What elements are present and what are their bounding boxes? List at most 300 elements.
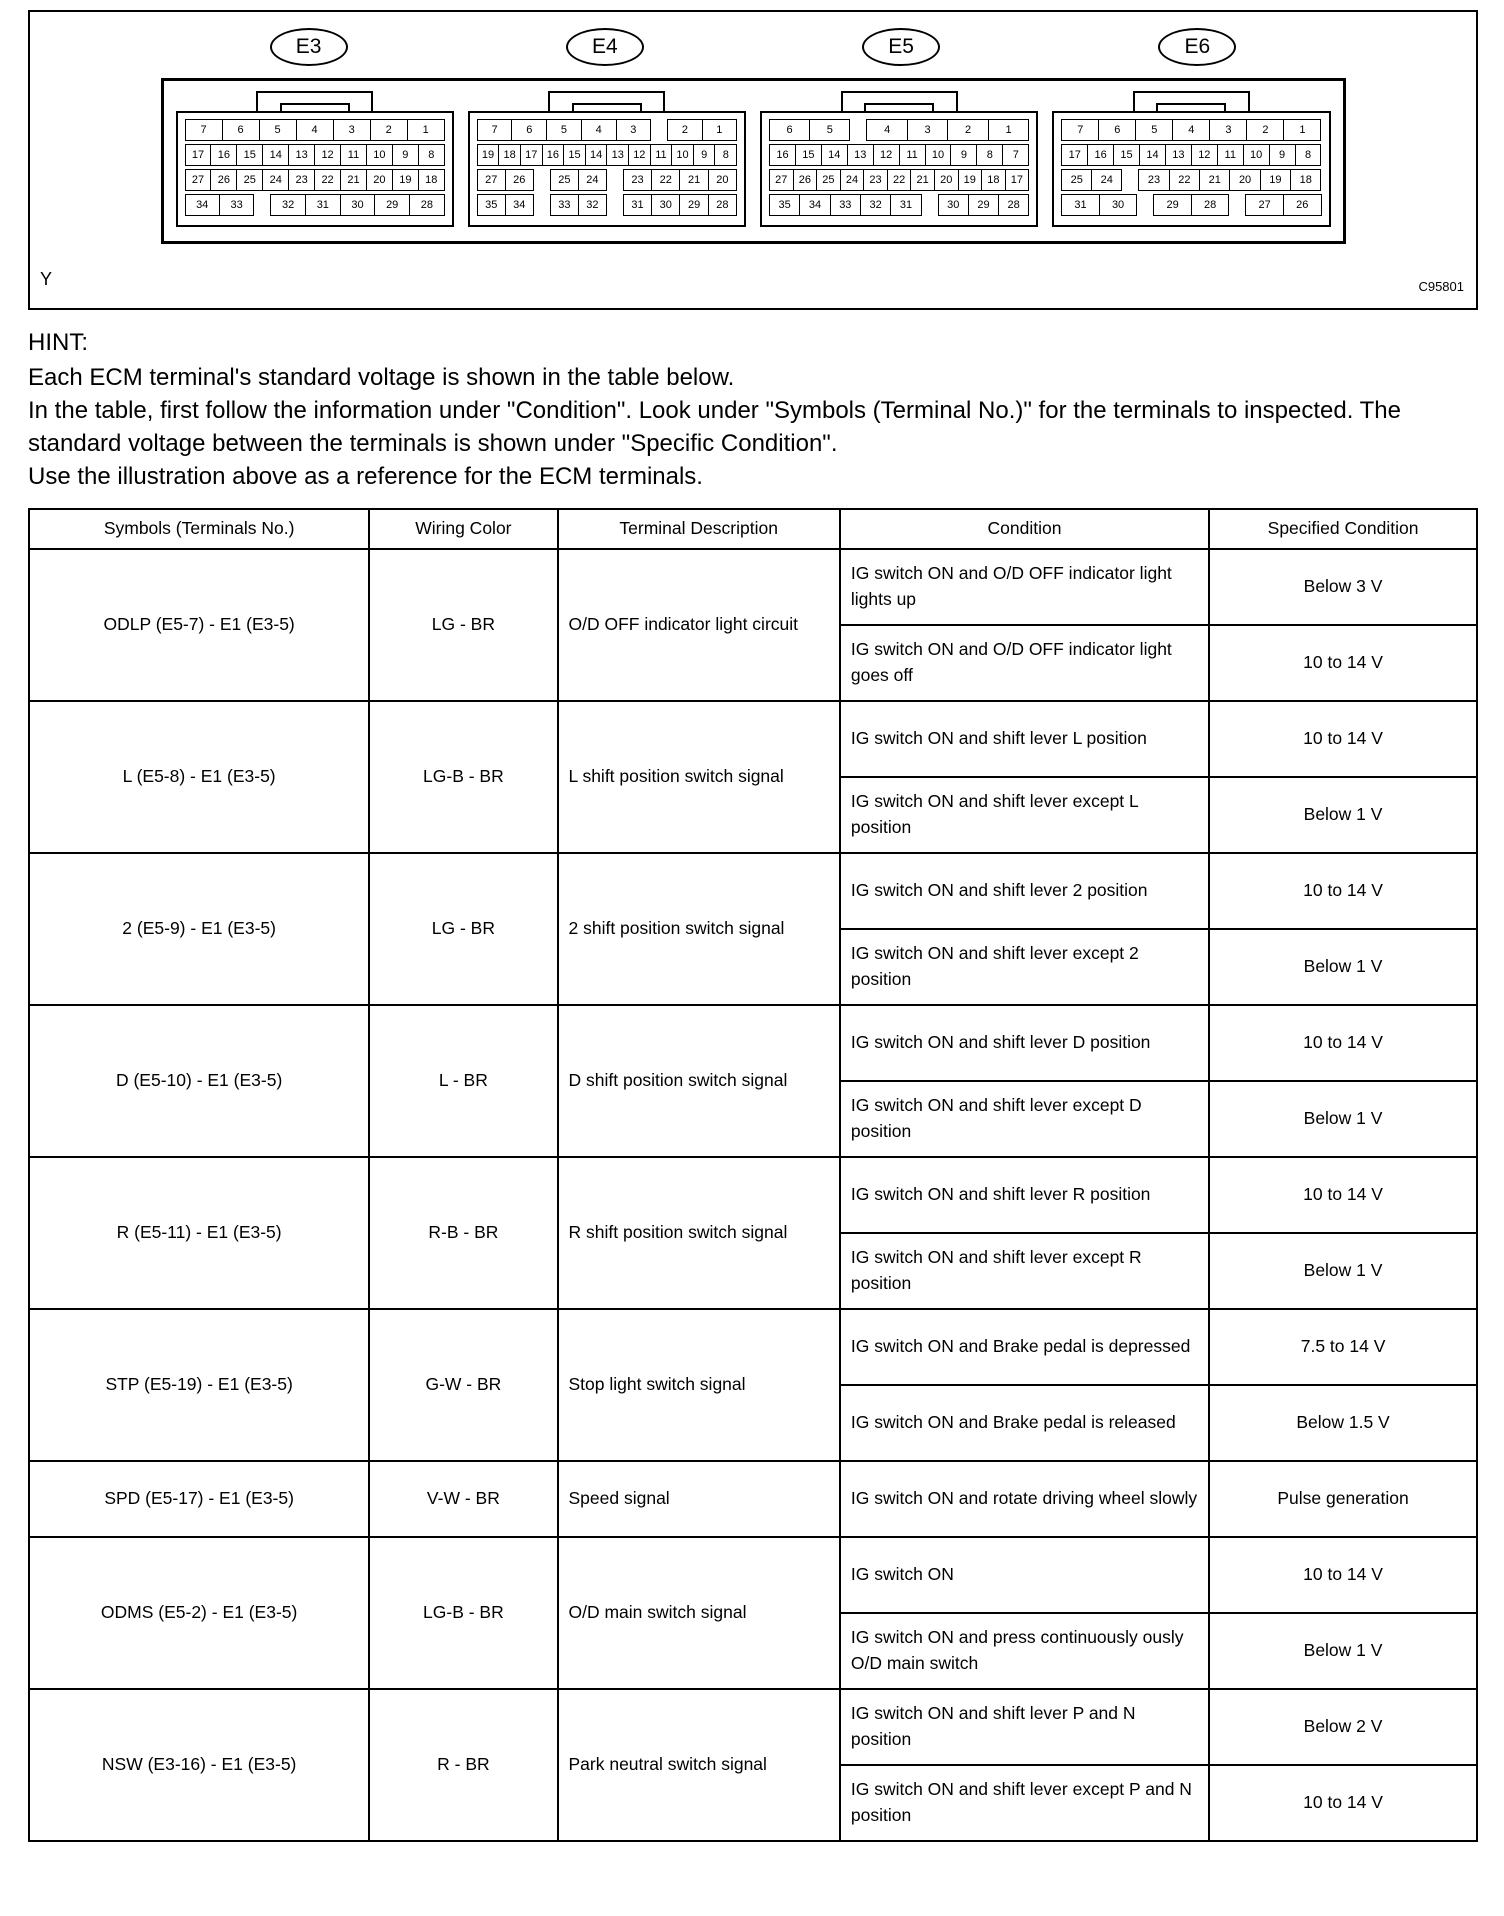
cell-specified-condition: Below 1 V <box>1209 929 1477 1005</box>
pin-cell: 18 <box>418 169 445 191</box>
pin-group <box>866 119 1029 141</box>
cell-condition: IG switch ON and shift lever except 2 position <box>840 929 1209 1005</box>
cell-condition: IG switch ON and O/D OFF indicator light goes off <box>840 625 1209 701</box>
cell-terminal-description: L shift position switch signal <box>558 701 840 853</box>
hint-title: HINT: <box>28 329 88 356</box>
pin-cell: 7 <box>477 119 513 141</box>
cell-condition: IG switch ON <box>840 1537 1209 1613</box>
cell-terminal-description: 2 shift position switch signal <box>558 853 840 1005</box>
pin-cell: 11 <box>1217 144 1244 166</box>
pin-cell: 33 <box>830 194 861 216</box>
cell-terminal-description: Speed signal <box>558 1461 840 1537</box>
cell-specified-condition: Below 1 V <box>1209 1233 1477 1309</box>
cell-terminal-description: Stop light switch signal <box>558 1309 840 1461</box>
pin-gap <box>1137 194 1153 216</box>
pin-cell: 32 <box>578 194 607 216</box>
pin-cell: 3 <box>1209 119 1247 141</box>
pin-cell: 15 <box>563 144 586 166</box>
pin-cell: 24 <box>262 169 289 191</box>
connector-top-tab <box>256 91 373 111</box>
pin-cell: 26 <box>210 169 237 191</box>
cell-wiring-color: L - BR <box>369 1005 557 1157</box>
pin-cell: 31 <box>623 194 652 216</box>
pin-cell: 31 <box>305 194 341 216</box>
cell-wiring-color: G-W - BR <box>369 1309 557 1461</box>
pin-gap <box>850 119 866 141</box>
connector-top-tab <box>841 91 958 111</box>
figure-code: C95801 <box>1418 279 1464 294</box>
pin-group <box>1138 169 1321 191</box>
pin-group <box>623 169 737 191</box>
cell-condition: IG switch ON and Brake pedal is depressed <box>840 1309 1209 1385</box>
pin-cell: 27 <box>769 169 794 191</box>
pin-cell: 11 <box>650 144 673 166</box>
pin-cell: 33 <box>550 194 579 216</box>
cell-specified-condition: 10 to 14 V <box>1209 853 1477 929</box>
pin-group <box>938 194 1030 216</box>
hint-line-2: In the table, first follow the information under "Condition". Look under "Symbols (Terminal No.)" for the terminals to inspected. The standard voltage between the terminals is shown under "Specific Condition". <box>28 397 1401 458</box>
cell-specified-condition: 10 to 14 V <box>1209 1005 1477 1081</box>
cell-condition: IG switch ON and O/D OFF indicator light lights up <box>840 549 1209 625</box>
cell-wiring-color: R - BR <box>369 1689 557 1841</box>
col-header-specified-condition: Specified Condition <box>1209 509 1477 549</box>
pin-row <box>1061 194 1321 216</box>
pin-cell: 16 <box>542 144 565 166</box>
cell-wiring-color: LG - BR <box>369 853 557 1005</box>
cell-condition: IG switch ON and shift lever P and N position <box>840 1689 1209 1765</box>
pin-cell: 11 <box>340 144 367 166</box>
pin-cell: 2 <box>370 119 408 141</box>
cell-condition: IG switch ON and shift lever except P and N position <box>840 1765 1209 1841</box>
connector-label-e3: E3 <box>270 28 348 66</box>
pin-cell: 2 <box>1246 119 1284 141</box>
pin-cell: 1 <box>988 119 1029 141</box>
cell-symbol: 2 (E5-9) - E1 (E3-5) <box>29 853 369 1005</box>
cell-symbol: STP (E5-19) - E1 (E3-5) <box>29 1309 369 1461</box>
pin-gap <box>922 194 938 216</box>
pin-cell: 16 <box>1087 144 1114 166</box>
pin-cell: 4 <box>581 119 617 141</box>
pin-cell: 23 <box>288 169 315 191</box>
cell-wiring-color: LG-B - BR <box>369 701 557 853</box>
pin-group <box>1153 194 1229 216</box>
pin-cell: 8 <box>418 144 445 166</box>
cell-specified-condition: Below 1.5 V <box>1209 1385 1477 1461</box>
pin-cell: 2 <box>947 119 988 141</box>
pin-cell: 27 <box>477 169 506 191</box>
pin-group <box>1245 194 1321 216</box>
pin-cell: 18 <box>498 144 521 166</box>
connector-label-e4: E4 <box>566 28 644 66</box>
col-header-condition: Condition <box>840 509 1209 549</box>
cell-condition: IG switch ON and press continuously ously O/D main switch <box>840 1613 1209 1689</box>
pin-cell: 34 <box>799 194 830 216</box>
pin-cell: 10 <box>925 144 952 166</box>
pin-cell: 22 <box>887 169 912 191</box>
pin-cell: 20 <box>934 169 959 191</box>
pin-cell: 5 <box>1135 119 1173 141</box>
pin-cell: 27 <box>185 169 212 191</box>
pin-group <box>477 144 737 166</box>
cell-condition: IG switch ON and shift lever except L position <box>840 777 1209 853</box>
pin-cell: 21 <box>910 169 935 191</box>
pin-group <box>623 194 737 216</box>
pin-row <box>477 194 737 216</box>
pin-cell: 32 <box>270 194 306 216</box>
pin-group <box>185 169 445 191</box>
pin-group <box>769 144 1029 166</box>
pin-cell: 9 <box>1269 144 1296 166</box>
cell-terminal-description: O/D OFF indicator light circuit <box>558 549 840 701</box>
cell-symbol: NSW (E3-16) - E1 (E3-5) <box>29 1689 369 1841</box>
pin-cell: 5 <box>809 119 850 141</box>
cell-wiring-color: R-B - BR <box>369 1157 557 1309</box>
pin-cell: 10 <box>1243 144 1270 166</box>
pin-cell: 27 <box>1245 194 1284 216</box>
pin-cell: 14 <box>585 144 608 166</box>
pin-cell: 20 <box>366 169 393 191</box>
pin-gap <box>1229 194 1245 216</box>
pin-cell: 29 <box>968 194 999 216</box>
table-row <box>29 1309 1477 1385</box>
cell-condition: IG switch ON and shift lever except D position <box>840 1081 1209 1157</box>
pin-gap <box>534 169 550 191</box>
pin-cell: 30 <box>1099 194 1138 216</box>
pin-cell: 34 <box>505 194 534 216</box>
cell-specified-condition: 10 to 14 V <box>1209 1765 1477 1841</box>
cell-terminal-description: Park neutral switch signal <box>558 1689 840 1841</box>
table-row <box>29 549 1477 625</box>
connector-label-col <box>1049 28 1345 66</box>
pin-group <box>185 144 445 166</box>
pin-cell: 15 <box>236 144 263 166</box>
pin-row <box>769 194 1029 216</box>
cell-symbol: D (E5-10) - E1 (E3-5) <box>29 1005 369 1157</box>
pin-cell: 23 <box>1138 169 1169 191</box>
pin-cell: 9 <box>950 144 977 166</box>
cell-wiring-color: V-W - BR <box>369 1461 557 1537</box>
hint-line-3: Use the illustration above as a reference for the ECM terminals. <box>28 463 703 491</box>
pin-cell: 14 <box>262 144 289 166</box>
pin-gap <box>254 194 270 216</box>
connector-top-tab <box>1133 91 1250 111</box>
pin-cell: 33 <box>219 194 254 216</box>
pin-row <box>1061 169 1321 191</box>
pin-cell: 30 <box>938 194 969 216</box>
pin-cell: 18 <box>1290 169 1321 191</box>
pin-cell: 23 <box>863 169 888 191</box>
pin-cell: 10 <box>671 144 694 166</box>
cell-symbol: R (E5-11) - E1 (E3-5) <box>29 1157 369 1309</box>
pin-cell: 5 <box>259 119 297 141</box>
pin-group <box>185 194 255 216</box>
connector-pin-grid <box>760 111 1038 227</box>
pin-cell: 9 <box>392 144 419 166</box>
pin-group <box>1061 194 1137 216</box>
pin-cell: 4 <box>866 119 907 141</box>
pin-cell: 22 <box>314 169 341 191</box>
cell-condition: IG switch ON and rotate driving wheel slowly <box>840 1461 1209 1537</box>
connector-label-e6: E6 <box>1158 28 1236 66</box>
pin-cell: 25 <box>550 169 579 191</box>
connector-top-tab-inner <box>1156 103 1226 111</box>
hint-line-1: Each ECM terminal's standard voltage is shown in the table below. <box>28 364 735 392</box>
pin-gap <box>607 169 623 191</box>
pin-cell: 26 <box>793 169 818 191</box>
pin-cell: 16 <box>210 144 237 166</box>
pin-cell: 26 <box>1283 194 1322 216</box>
pin-cell: 24 <box>840 169 865 191</box>
pin-cell: 21 <box>1199 169 1230 191</box>
pin-group <box>477 119 651 141</box>
pin-cell: 12 <box>628 144 651 166</box>
cell-specified-condition: 10 to 14 V <box>1209 625 1477 701</box>
pin-cell: 25 <box>816 169 841 191</box>
pin-row <box>1061 119 1321 141</box>
connector-label-row <box>161 28 1346 66</box>
pin-cell: 3 <box>907 119 948 141</box>
pin-cell: 13 <box>847 144 874 166</box>
pin-cell: 19 <box>477 144 500 166</box>
connector-figure <box>28 10 1478 310</box>
pin-cell: 29 <box>1153 194 1192 216</box>
pin-cell: 24 <box>578 169 607 191</box>
pin-cell: 13 <box>288 144 315 166</box>
pin-cell: 11 <box>899 144 926 166</box>
connector-block-e5 <box>760 91 1038 227</box>
pin-cell: 1 <box>1283 119 1321 141</box>
col-header-symbols: Symbols (Terminals No.) <box>29 509 369 549</box>
pin-cell: 26 <box>505 169 534 191</box>
pin-cell: 7 <box>1061 119 1099 141</box>
pin-cell: 6 <box>222 119 260 141</box>
pin-cell: 14 <box>1139 144 1166 166</box>
connector-figure-inner <box>161 28 1346 244</box>
pin-row <box>477 144 737 166</box>
table-row <box>29 1689 1477 1765</box>
connector-top-tab <box>548 91 665 111</box>
pin-cell: 21 <box>340 169 367 191</box>
cell-condition: IG switch ON and shift lever L position <box>840 701 1209 777</box>
pin-cell: 21 <box>679 169 708 191</box>
pin-group <box>769 194 922 216</box>
cell-specified-condition: Below 1 V <box>1209 777 1477 853</box>
pin-cell: 15 <box>795 144 822 166</box>
pin-cell: 25 <box>1061 169 1092 191</box>
pin-cell: 19 <box>958 169 983 191</box>
voltage-table <box>28 508 1478 1842</box>
connector-pin-grid <box>468 111 746 227</box>
pin-cell: 2 <box>667 119 702 141</box>
cell-symbol: ODLP (E5-7) - E1 (E3-5) <box>29 549 369 701</box>
pin-cell: 20 <box>708 169 737 191</box>
pin-cell: 15 <box>1113 144 1140 166</box>
pin-cell: 20 <box>1229 169 1260 191</box>
pin-cell: 31 <box>1061 194 1100 216</box>
pin-cell: 18 <box>981 169 1006 191</box>
pin-cell: 1 <box>407 119 445 141</box>
pin-group <box>1061 119 1321 141</box>
pin-cell: 12 <box>314 144 341 166</box>
figure-label-y: Y <box>40 269 53 289</box>
pin-cell: 29 <box>679 194 708 216</box>
pin-cell: 17 <box>185 144 212 166</box>
table-header-row <box>29 509 1477 549</box>
pin-row <box>769 119 1029 141</box>
pin-cell: 24 <box>1091 169 1122 191</box>
pin-cell: 14 <box>821 144 848 166</box>
pin-cell: 8 <box>1295 144 1322 166</box>
cell-terminal-description: D shift position switch signal <box>558 1005 840 1157</box>
cell-symbol: ODMS (E5-2) - E1 (E3-5) <box>29 1537 369 1689</box>
pin-group <box>1061 169 1122 191</box>
table-row <box>29 1537 1477 1613</box>
pin-cell: 29 <box>374 194 410 216</box>
pin-group <box>550 194 607 216</box>
pin-gap <box>607 194 623 216</box>
cell-specified-condition: Below 3 V <box>1209 549 1477 625</box>
connector-top-tab-inner <box>280 103 350 111</box>
pin-group <box>270 194 444 216</box>
cell-specified-condition: Below 1 V <box>1209 1081 1477 1157</box>
pin-row <box>477 119 737 141</box>
pin-cell: 13 <box>606 144 629 166</box>
pin-cell: 6 <box>1098 119 1136 141</box>
pin-cell: 34 <box>185 194 220 216</box>
pin-row <box>769 169 1029 191</box>
cell-specified-condition: 10 to 14 V <box>1209 1157 1477 1233</box>
pin-group <box>477 169 534 191</box>
cell-terminal-description: R shift position switch signal <box>558 1157 840 1309</box>
pin-row <box>769 144 1029 166</box>
pin-cell: 6 <box>511 119 547 141</box>
pin-gap <box>534 194 550 216</box>
cell-condition: IG switch ON and shift lever except R position <box>840 1233 1209 1309</box>
pin-cell: 28 <box>998 194 1029 216</box>
cell-specified-condition: Pulse generation <box>1209 1461 1477 1537</box>
cell-specified-condition: Below 2 V <box>1209 1689 1477 1765</box>
pin-cell: 17 <box>520 144 543 166</box>
col-header-wiring-color: Wiring Color <box>369 509 557 549</box>
pin-cell: 7 <box>1002 144 1029 166</box>
hint-section <box>28 326 1478 494</box>
connector-label-col <box>753 28 1049 66</box>
pin-cell: 10 <box>366 144 393 166</box>
pin-cell: 31 <box>890 194 921 216</box>
pin-group <box>1061 144 1321 166</box>
pin-cell: 7 <box>185 119 223 141</box>
connector-label-col <box>457 28 753 66</box>
cell-specified-condition: 10 to 14 V <box>1209 1537 1477 1613</box>
pin-cell: 17 <box>1005 169 1030 191</box>
pin-group <box>769 169 1029 191</box>
connector-block-e4 <box>468 91 746 227</box>
table-row <box>29 1157 1477 1233</box>
connector-label-col <box>161 28 457 66</box>
cell-condition: IG switch ON and shift lever D position <box>840 1005 1209 1081</box>
connector-pin-grid <box>176 111 454 227</box>
connector-top-tab-inner <box>864 103 934 111</box>
pin-row <box>477 169 737 191</box>
pin-cell: 19 <box>392 169 419 191</box>
pin-row <box>1061 144 1321 166</box>
pin-cell: 3 <box>333 119 371 141</box>
cell-condition: IG switch ON and shift lever 2 position <box>840 853 1209 929</box>
pin-group <box>185 119 445 141</box>
pin-cell: 6 <box>769 119 810 141</box>
pin-row <box>185 169 445 191</box>
cell-specified-condition: 10 to 14 V <box>1209 701 1477 777</box>
cell-symbol: L (E5-8) - E1 (E3-5) <box>29 701 369 853</box>
pin-cell: 4 <box>1172 119 1210 141</box>
cell-wiring-color: LG-B - BR <box>369 1537 557 1689</box>
pin-cell: 8 <box>976 144 1003 166</box>
connector-top-tab-inner <box>572 103 642 111</box>
pin-cell: 30 <box>651 194 680 216</box>
pin-cell: 5 <box>546 119 582 141</box>
table-row <box>29 1461 1477 1537</box>
pin-group <box>550 169 607 191</box>
pin-group <box>477 194 534 216</box>
pin-cell: 22 <box>651 169 680 191</box>
pin-row <box>185 194 445 216</box>
pin-cell: 8 <box>714 144 737 166</box>
connector-block-e6 <box>1052 91 1330 227</box>
pin-cell: 3 <box>616 119 652 141</box>
cell-condition: IG switch ON and shift lever R position <box>840 1157 1209 1233</box>
pin-cell: 13 <box>1165 144 1192 166</box>
pin-cell: 1 <box>702 119 737 141</box>
pin-gap <box>1122 169 1138 191</box>
pin-cell: 35 <box>477 194 506 216</box>
voltage-table-body <box>29 549 1477 1841</box>
pin-cell: 25 <box>236 169 263 191</box>
pin-cell: 23 <box>623 169 652 191</box>
pin-cell: 16 <box>769 144 796 166</box>
pin-cell: 28 <box>708 194 737 216</box>
cell-specified-condition: Below 1 V <box>1209 1613 1477 1689</box>
pin-row <box>185 119 445 141</box>
pin-cell: 9 <box>693 144 716 166</box>
table-row <box>29 853 1477 929</box>
pin-group <box>667 119 737 141</box>
table-row <box>29 701 1477 777</box>
connector-pin-grid <box>1052 111 1330 227</box>
pin-cell: 19 <box>1260 169 1291 191</box>
pin-cell: 4 <box>296 119 334 141</box>
pin-cell: 30 <box>340 194 376 216</box>
pin-cell: 32 <box>860 194 891 216</box>
pin-cell: 17 <box>1061 144 1088 166</box>
col-header-terminal-description: Terminal Description <box>558 509 840 549</box>
pin-cell: 12 <box>873 144 900 166</box>
cell-condition: IG switch ON and Brake pedal is released <box>840 1385 1209 1461</box>
pin-cell: 35 <box>769 194 800 216</box>
connector-label-e5: E5 <box>862 28 940 66</box>
pin-cell: 22 <box>1169 169 1200 191</box>
cell-wiring-color: LG - BR <box>369 549 557 701</box>
connector-block-e3 <box>176 91 454 227</box>
cell-symbol: SPD (E5-17) - E1 (E3-5) <box>29 1461 369 1537</box>
cell-terminal-description: O/D main switch signal <box>558 1537 840 1689</box>
pin-group <box>769 119 850 141</box>
pin-row <box>185 144 445 166</box>
connector-row <box>161 78 1346 244</box>
cell-specified-condition: 7.5 to 14 V <box>1209 1309 1477 1385</box>
pin-gap <box>651 119 667 141</box>
pin-cell: 28 <box>1191 194 1230 216</box>
table-row <box>29 1005 1477 1081</box>
